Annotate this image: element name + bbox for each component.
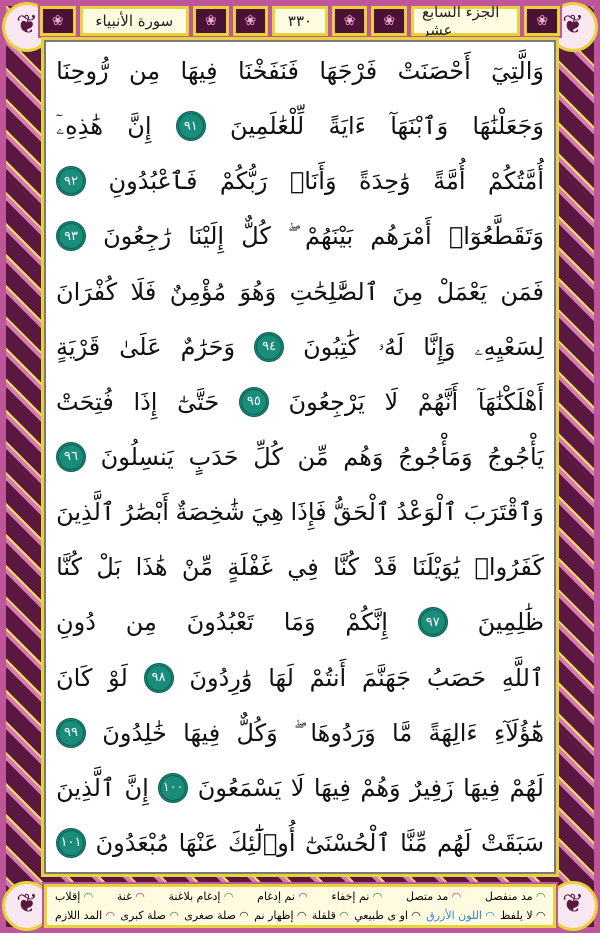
word: وَحَرَٰمٌ bbox=[180, 332, 236, 361]
word: هَٰذَا bbox=[135, 553, 168, 582]
ornament-icon: ❀ bbox=[332, 6, 368, 36]
legend-item bbox=[55, 890, 93, 903]
legend-item bbox=[426, 909, 494, 922]
ornament-icon: ❀ bbox=[193, 6, 229, 36]
legend-label: إظهار نم bbox=[254, 909, 294, 922]
color-swatch-icon: ◠ bbox=[369, 890, 382, 903]
word: قَرْيَةٍ bbox=[56, 332, 101, 361]
legend-label: المد اللازم bbox=[55, 909, 103, 922]
word: مِّن bbox=[297, 442, 329, 471]
word: ٱلْحَقُّ bbox=[333, 498, 391, 527]
ayah-number-marker: ٩١ bbox=[176, 111, 206, 141]
word: ٱلصَّٰلِحَٰتِ bbox=[289, 277, 379, 306]
legend-item bbox=[312, 909, 348, 922]
word: يَعْمَلْ bbox=[436, 277, 487, 306]
word: وَٱبْنَهَآ bbox=[390, 112, 449, 141]
legend-label: إقلاب bbox=[55, 890, 81, 903]
word: أَنتُمْ bbox=[309, 663, 347, 692]
verse-line bbox=[56, 706, 544, 760]
legend-label: غنة bbox=[116, 890, 132, 903]
word: سَبَقَتْ bbox=[480, 828, 544, 857]
verse-line bbox=[56, 651, 544, 705]
ornament-icon: ❀ bbox=[371, 6, 407, 36]
word: ءَالِهَةً bbox=[428, 718, 478, 747]
word: فَنَفَخْنَا bbox=[238, 57, 299, 85]
word: رَٰجِعُونَ bbox=[103, 222, 172, 251]
word: وَإِنَّا bbox=[423, 332, 456, 361]
verse-line bbox=[56, 540, 544, 594]
legend-item bbox=[354, 909, 420, 922]
color-swatch-icon: ◠ bbox=[80, 890, 93, 903]
word: كُلِّ bbox=[253, 442, 283, 471]
word: تَعْبُدُونَ bbox=[186, 608, 254, 637]
word: أَمْرَهُم bbox=[370, 222, 432, 251]
word: رَبُّكُمْ bbox=[219, 167, 268, 196]
word: لَهَا bbox=[268, 663, 294, 692]
ornament-icon: ❀ bbox=[524, 6, 560, 36]
verse-line bbox=[56, 209, 544, 263]
surah-name: سورة الأنبياء bbox=[80, 6, 189, 36]
legend-item bbox=[254, 909, 306, 922]
word: فِي bbox=[287, 553, 319, 582]
legend-label: إدغام بلاغنة bbox=[168, 890, 221, 903]
color-swatch-icon: ◠ bbox=[448, 890, 461, 903]
ayah-number-marker: ١٠٠ bbox=[158, 773, 188, 803]
verse-line bbox=[56, 99, 544, 153]
word: كُنَّا bbox=[56, 553, 83, 582]
word: أُو۟لَٰٓئِكَ bbox=[228, 828, 296, 857]
word: وَٱقْتَرَبَ bbox=[463, 498, 544, 527]
legend-item bbox=[485, 890, 545, 903]
word: إِنَّ bbox=[124, 773, 149, 802]
legend-label: مد منفصل bbox=[484, 890, 533, 903]
word: بَلْ bbox=[96, 553, 122, 582]
word: مُؤْمِنٌ bbox=[169, 277, 227, 306]
word: فَٱعْبُدُونِ bbox=[108, 167, 198, 196]
word: فُتِحَتْ bbox=[56, 387, 114, 416]
word: فَمَن bbox=[500, 277, 544, 306]
legend-label: نم إخفاء bbox=[331, 890, 370, 903]
tajweed-legend bbox=[44, 884, 556, 928]
ayah-number-marker: ٩٥ bbox=[239, 387, 269, 417]
word: مِن bbox=[125, 608, 157, 637]
word: فَإِذَا bbox=[290, 498, 327, 527]
word: مَّا bbox=[392, 718, 413, 747]
word: ظَٰلِمِينَ bbox=[477, 608, 544, 637]
word: لَا bbox=[384, 387, 399, 416]
word: كَٰتِبُونَ bbox=[303, 332, 360, 361]
word: لَوْ bbox=[108, 663, 128, 692]
legend-item bbox=[55, 909, 114, 922]
corner-ornament-icon: ❦ bbox=[548, 2, 598, 52]
word: وَأَنَا۠ bbox=[289, 167, 337, 196]
ornament-icon: ❀ bbox=[40, 6, 76, 36]
legend-label: لا يلفظ bbox=[500, 909, 533, 922]
ayah-number-marker: ٩٦ bbox=[56, 442, 86, 472]
verse-line bbox=[56, 320, 544, 374]
verse-line bbox=[56, 816, 544, 870]
word: إِلَيْنَا bbox=[188, 222, 225, 251]
legend-label: قلقلة bbox=[311, 909, 336, 922]
word: هِيَ bbox=[251, 498, 284, 527]
color-swatch-icon: ◠ bbox=[235, 909, 249, 922]
color-swatch-icon: ◠ bbox=[131, 890, 145, 903]
word: يَنسِلُونَ bbox=[100, 442, 174, 471]
word: وَكُلٌّ bbox=[236, 718, 278, 747]
color-swatch-icon: ◠ bbox=[220, 890, 233, 903]
word: وَهُم bbox=[343, 442, 384, 471]
word: ءَايَةً bbox=[328, 112, 366, 141]
ornament-icon: ❀ bbox=[233, 6, 269, 36]
word: أُمَّتُكُمْ bbox=[488, 167, 544, 196]
word: شَٰخِصَةٌ bbox=[175, 498, 245, 527]
word: قَدْ bbox=[373, 553, 398, 582]
word: عَنْهَا bbox=[178, 828, 219, 857]
word: هَٰذِهِۦٓ bbox=[56, 112, 103, 141]
word: فِيهَا bbox=[183, 718, 221, 747]
verse-line bbox=[56, 154, 544, 208]
color-swatch-icon: ◠ bbox=[294, 890, 308, 903]
word: مُبْعَدُونَ bbox=[95, 828, 170, 857]
word: وَتَقَطَّعُوٓا۟ bbox=[448, 222, 544, 251]
color-swatch-icon: ◠ bbox=[407, 909, 421, 922]
word: أُمَّةً bbox=[433, 167, 466, 196]
word: ٱللَّهِ bbox=[501, 663, 544, 692]
legend-label: مد متصل bbox=[406, 890, 449, 903]
word: وَهُمْ bbox=[360, 773, 401, 802]
page-header bbox=[40, 4, 560, 38]
word: وَمَا bbox=[283, 608, 316, 637]
word: فِيهَا bbox=[463, 773, 501, 802]
word: لَهُمْ bbox=[509, 773, 544, 802]
verse-line bbox=[56, 430, 544, 484]
word: ٱلْحُسْنَىٰٓ bbox=[305, 828, 391, 857]
word: غَفْلَةٍ bbox=[227, 553, 273, 582]
legend-item bbox=[257, 890, 307, 903]
word: بَيْنَهُمْ bbox=[305, 222, 354, 251]
ayah-number-marker: ٩٩ bbox=[56, 718, 86, 748]
word: خَٰلِدُونَ bbox=[102, 718, 167, 747]
corner-ornament-icon: ❦ bbox=[2, 2, 52, 52]
color-swatch-icon: ◠ bbox=[532, 909, 545, 922]
word: كُلٌّ bbox=[241, 222, 271, 251]
word: كَفَرُوا۟ bbox=[474, 553, 544, 582]
word: فَلَا bbox=[130, 277, 157, 306]
color-swatch-icon: ◠ bbox=[481, 909, 495, 922]
word: زَفِيرٌ bbox=[410, 773, 454, 802]
ayah-number-marker: ٩٨ bbox=[144, 663, 174, 693]
legend-item bbox=[184, 909, 248, 922]
word: وَٰحِدَةً bbox=[359, 167, 411, 196]
page-number: ٣٣٠ bbox=[272, 6, 328, 36]
word: ٱلَّذِينَ bbox=[56, 498, 115, 527]
word: يَٰوَيْلَنَا bbox=[411, 553, 461, 582]
color-swatch-icon: ◠ bbox=[102, 909, 115, 922]
word: إِنَّكُمْ bbox=[345, 608, 388, 637]
juz-name: الجزء السابع عشر bbox=[411, 6, 520, 36]
word: يَرْجِعُونَ bbox=[288, 387, 365, 416]
legend-item bbox=[117, 890, 144, 903]
word: ٱلَّذِينَ bbox=[56, 773, 116, 802]
word: فِيهَا bbox=[313, 773, 351, 802]
corner-ornament-icon: ❦ bbox=[2, 881, 52, 931]
word: أَنَّهُمْ bbox=[417, 387, 459, 416]
word: وَجَعَلْنَٰهَا bbox=[472, 112, 544, 141]
word: لِّلْعَٰلَمِينَ bbox=[230, 112, 305, 141]
word: مِن bbox=[129, 57, 161, 85]
word: مِّنْ bbox=[181, 553, 214, 582]
word: إِذَا bbox=[133, 387, 158, 416]
word: لَا bbox=[290, 773, 305, 802]
ayah-number-marker: ١٠١ bbox=[56, 828, 86, 858]
word: عَلَىٰ bbox=[119, 332, 162, 361]
word: كُفْرَانَ bbox=[56, 277, 118, 306]
ayah-number-marker: ٩٧ bbox=[418, 607, 448, 637]
color-swatch-icon: ◠ bbox=[532, 890, 545, 903]
ayah-number-marker: ٩٣ bbox=[56, 221, 86, 251]
color-swatch-icon: ◠ bbox=[335, 909, 349, 922]
word: فَرْجَهَا bbox=[319, 57, 378, 85]
word: وَمَأْجُوجُ bbox=[398, 442, 473, 471]
word: يَأْجُوجُ bbox=[487, 442, 544, 471]
legend-row bbox=[55, 890, 545, 903]
legend-label: او ى طبيعي bbox=[354, 909, 408, 922]
word: إِنَّ bbox=[127, 112, 152, 141]
word: لَهُۥ bbox=[378, 332, 405, 361]
word: هَٰٓؤُلَآءِ bbox=[493, 718, 544, 747]
legend-label: صلة صغرى bbox=[184, 909, 236, 922]
word: وَٰرِدُونَ bbox=[189, 663, 253, 692]
word: أَبْصَٰرُ bbox=[121, 498, 169, 527]
word: وَهُوَ bbox=[239, 277, 277, 306]
legend-item bbox=[169, 890, 233, 903]
word: وَالَّتِيٓ bbox=[491, 57, 544, 85]
verse-line bbox=[56, 485, 544, 539]
word: كَانَ bbox=[56, 663, 93, 692]
word: حَصَبُ bbox=[426, 663, 487, 692]
word: ٱلْوَعْدُ bbox=[396, 498, 458, 527]
legend-item bbox=[120, 909, 178, 922]
word: لَهُم bbox=[437, 828, 472, 857]
quran-page bbox=[44, 40, 556, 874]
verse-lines bbox=[56, 44, 544, 870]
word: أَهْلَكْنَٰهَآ bbox=[477, 387, 544, 416]
legend-row bbox=[55, 909, 545, 922]
word: أَحْصَنَتْ bbox=[397, 57, 471, 85]
verse-line bbox=[56, 375, 544, 429]
word: رُّوحِنَا bbox=[56, 57, 109, 85]
word: لِسَعْيِهِۦ bbox=[474, 332, 544, 361]
word: جَهَنَّمَ bbox=[361, 663, 412, 692]
legend-item bbox=[406, 890, 461, 903]
verse-line bbox=[56, 265, 544, 319]
word: كُنَّا bbox=[333, 553, 360, 582]
legend-item bbox=[332, 890, 382, 903]
corner-ornament-icon: ❦ bbox=[548, 881, 598, 931]
ayah-number-marker: ٩٢ bbox=[56, 166, 86, 196]
word: مِنَ bbox=[392, 277, 424, 306]
verse-line bbox=[56, 595, 544, 649]
word: مِّنَّا bbox=[400, 828, 428, 857]
legend-label: صلة كبرى bbox=[120, 909, 167, 922]
verse-line bbox=[56, 44, 544, 98]
ayah-number-marker: ٩٤ bbox=[254, 332, 284, 362]
legend-label: اللون الأزرق bbox=[426, 909, 482, 922]
word: فِيهَا bbox=[180, 57, 218, 85]
word: دُونِ bbox=[56, 608, 96, 637]
word: يَسْمَعُونَ bbox=[197, 773, 282, 802]
verse-line bbox=[56, 761, 544, 815]
word: حَدَبٍ bbox=[188, 442, 239, 471]
color-swatch-icon: ◠ bbox=[293, 909, 306, 922]
legend-label: نم إدغام bbox=[257, 890, 295, 903]
word: حَتَّىٰٓ bbox=[177, 387, 220, 416]
color-swatch-icon: ◠ bbox=[166, 909, 179, 922]
legend-item bbox=[500, 909, 545, 922]
word: وَرَدُوهَا bbox=[310, 718, 376, 747]
